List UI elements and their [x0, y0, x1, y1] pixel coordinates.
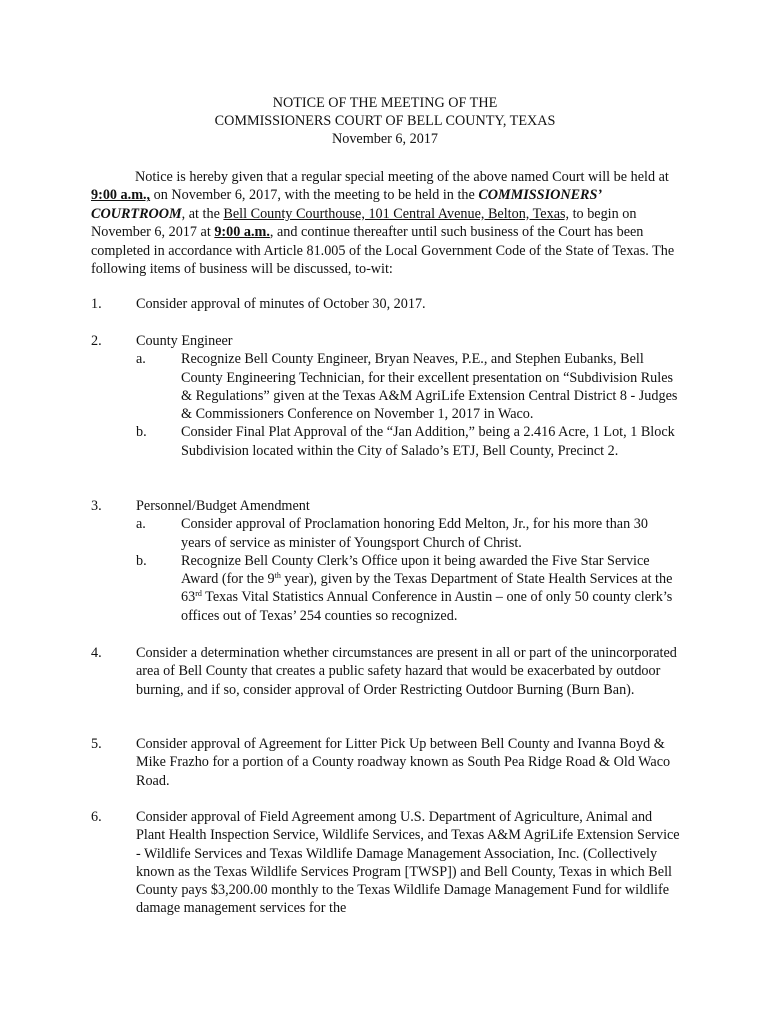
intro-paragraph — [91, 168, 679, 278]
item-number: 2. — [91, 333, 102, 349]
item-text: County Engineer — [136, 333, 233, 349]
intro-text: Notice is hereby given that a regular special meeting of the above named Court will be held at — [135, 169, 669, 185]
intro-text: , and continue thereafter until such business of the Court has been completed in accordance with Article 81.005 of the Local Government Code of the State of Texas. The following items of business will be discussed, to-wit: — [91, 224, 675, 278]
sub-item-text — [181, 552, 681, 625]
start-time: 9:00 a.m. — [214, 224, 270, 241]
sub-item-text-part: year), given by the Texas Department of State Health Services at the 63 — [181, 571, 673, 606]
item-number: 5. — [91, 736, 102, 752]
sub-item-a — [136, 350, 681, 423]
sub-item-text: Recognize Bell County Engineer, Bryan Neaves, P.E., and Stephen Eubanks, Bell County Engineering Technician, for their excellent presentation on “Subdivision Rules & Regulations” given at the Texas A&M AgriLife Extension Central District 8 - Judges & Commissioners Conference on November 1, 2017 in Waco. — [181, 351, 678, 423]
meeting-location: COMMISSIONERS’ COURTROOM — [91, 187, 602, 222]
sub-item-letter: a. — [136, 351, 146, 368]
notice-header — [0, 94, 770, 148]
item-text: Personnel/Budget Amendment — [136, 498, 310, 514]
item-body — [136, 497, 681, 625]
ordinal-suffix: rd — [195, 589, 202, 599]
header-line-1: NOTICE OF THE MEETING OF THE — [272, 95, 498, 111]
item-number: 3. — [91, 498, 102, 514]
intro-text: on November 6, 2017, with the meeting to be held in the — [150, 187, 479, 204]
sub-item-b — [136, 552, 681, 625]
sub-item-a — [136, 515, 681, 552]
ordinal-suffix: th — [274, 571, 281, 581]
item-number: 1. — [91, 296, 102, 312]
header-line-2: COMMISSIONERS COURT OF BELL COUNTY, TEXAS — [214, 113, 556, 129]
item-number: 4. — [91, 645, 102, 661]
intro-text: to begin on November 6, 2017 at — [91, 205, 637, 241]
item-text: Consider a determination whether circumstances are present in all or part of the unincorporated area of Bell County that creates a public safety hazard that would be exacerbated by outdoor burning, and if so, consider approval of Order Restricting Outdoor Burning (Burn Ban). — [136, 645, 677, 698]
header-date: November 6, 2017 — [332, 131, 438, 147]
sub-item-text: Consider Final Plat Approval of the “Jan Addition,” being a 2.416 Acre, 1 Lot, 1 Block Subdivision located within the City of Salado’s ETJ, Bell County, Precinct 2. — [181, 424, 675, 459]
item-text: Consider approval of Agreement for Litter Pick Up between Bell County and Ivanna Boyd & Mike Frazho for a portion of a County roadway known as South Pea Ridge Road & Old Waco Road. — [136, 736, 671, 789]
sub-item-letter: b. — [136, 552, 147, 569]
sub-item-b — [136, 423, 681, 460]
item-number: 6. — [91, 809, 102, 825]
sub-item-text-part: Texas Vital Statistics Annual Conference in Austin – one of only 50 county clerk’s offices out of Texas’ 254 counties so recognized. — [181, 589, 673, 624]
meeting-time: 9:00 a.m., — [91, 187, 151, 204]
sub-item-text: Consider approval of Proclamation honoring Edd Melton, Jr., for his more than 30 years of service as minister of Youngsport Church of Christ. — [181, 516, 648, 551]
meeting-address: Bell County Courthouse, 101 Central Avenue, Belton, Texas, — [223, 205, 570, 222]
intro-text: , at the — [181, 205, 224, 222]
sub-item-text-part: Recognize Bell County Clerk’s Office upon it being awarded the Five Star Service Award (for the 9 — [181, 552, 650, 588]
item-text: Consider approval of minutes of October 30, 2017. — [136, 296, 426, 312]
sub-item-letter: b. — [136, 424, 147, 441]
item-body — [136, 332, 681, 460]
sub-item-letter: a. — [136, 516, 146, 533]
item-text: Consider approval of Field Agreement among U.S. Department of Agriculture, Animal and Plant Health Inspection Service, Wildlife Services, and Texas A&M AgriLife Extension Service - Wildlife Services and Texas Wildlife Damage Management Association, Inc. (Collectively known as the Texas Wildlife Services Program [TWSP]) and Bell County, Texas in which Bell County pays $3,200.00 monthly to the Texas Wildlife Damage Management Fund for wildlife damage management services for the — [136, 809, 680, 917]
